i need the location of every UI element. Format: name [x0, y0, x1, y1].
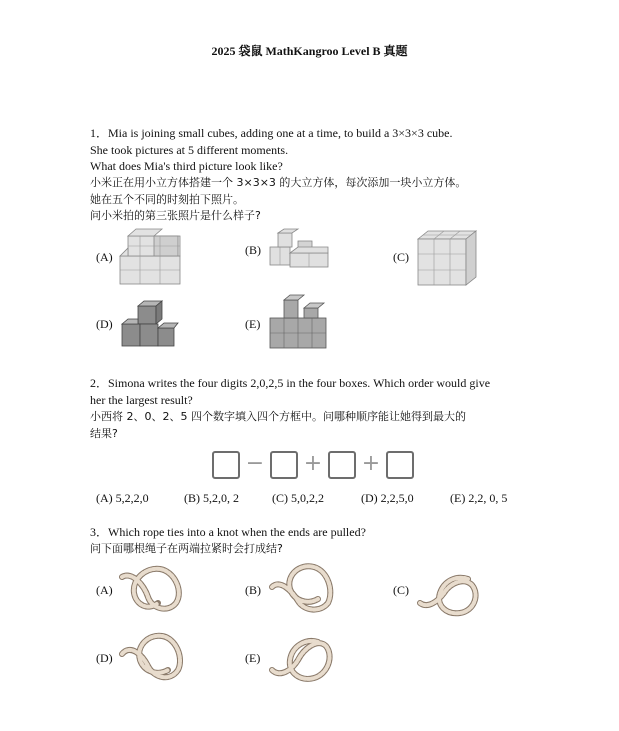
digit-box-4: [386, 451, 414, 479]
q3-option-b-label: (B): [245, 583, 261, 597]
q2-text-cn-1: 小西将 2、0、2、5 四个数字填入四个方框中。问哪种顺序能让她得到最大的: [90, 410, 466, 423]
plus-sign-1: +: [303, 451, 323, 476]
page-title: 2025 袋鼠 MathKangroo Level B 真题: [211, 44, 408, 58]
digit-box-1: [212, 451, 240, 479]
q1-text-en-3: What does Mia's third picture look like?: [90, 159, 283, 173]
q1-option-e-label: (E): [245, 317, 261, 331]
q1-option-d-label: (D): [96, 317, 113, 331]
q2-option-c: (C) 5,0,2,2: [272, 491, 324, 505]
q3-option-d-rope: [118, 630, 184, 686]
q2-text-cn-2: 结果?: [90, 427, 118, 440]
q1-text-en-1: 1．Mia is joining small cubes, adding one at a time, to build a 3×3×3 cube.: [90, 126, 453, 140]
q1-option-c-figure: [416, 229, 478, 287]
q1-text-cn-3: 问小米拍的第三张照片是什么样子?: [90, 209, 261, 222]
q1-option-d-figure: [120, 300, 178, 350]
q3-option-a-rope: [118, 563, 182, 615]
q3-text-cn-1: 问下面哪根绳子在两端拉紧时会打成结?: [90, 542, 283, 555]
q2-option-b: (B) 5,2,0, 2: [184, 491, 239, 505]
q3-option-c-rope: [416, 565, 480, 617]
q2-text-en-1: 2．Simona writes the four digits 2,0,2,5 in the four boxes. Which order would give: [90, 376, 491, 390]
q1-option-e-figure: [268, 294, 330, 352]
q2-text-en-2: her the largest result?: [90, 393, 193, 407]
plus-sign-2: +: [361, 451, 381, 476]
digit-box-2: [270, 451, 298, 479]
q1-option-b-figure: [268, 229, 332, 271]
q2-option-e: (E) 2,2, 0, 5: [450, 491, 508, 505]
digit-box-3: [328, 451, 356, 479]
q3-text-en-1: 3．Which rope ties into a knot when the ends are pulled?: [90, 525, 366, 539]
q3-option-a-label: (A): [96, 583, 113, 597]
q1-option-b-label: (B): [245, 243, 261, 257]
q2-option-a: (A) 5,2,2,0: [96, 491, 149, 505]
q3-option-e-rope: [268, 630, 334, 686]
q1-text-cn-2: 她在五个不同的时刻拍下照片。: [90, 193, 244, 206]
q1-option-a-label: (A): [96, 250, 113, 264]
q3-option-c-label: (C): [393, 583, 409, 597]
q1-option-a-figure: [118, 226, 184, 286]
minus-sign: −: [245, 451, 265, 476]
q3-option-d-label: (D): [96, 651, 113, 665]
q2-option-d: (D) 2,2,5,0: [361, 491, 414, 505]
q1-option-c-label: (C): [393, 250, 409, 264]
q3-option-e-label: (E): [245, 651, 261, 665]
q1-text-en-2: She took pictures at 5 different moments.: [90, 143, 289, 157]
q1-text-cn-1: 小米正在用小立方体搭建一个 3×3×3 的大立方体，每次添加一块小立方体。: [90, 176, 467, 189]
q3-option-b-rope: [268, 561, 334, 617]
